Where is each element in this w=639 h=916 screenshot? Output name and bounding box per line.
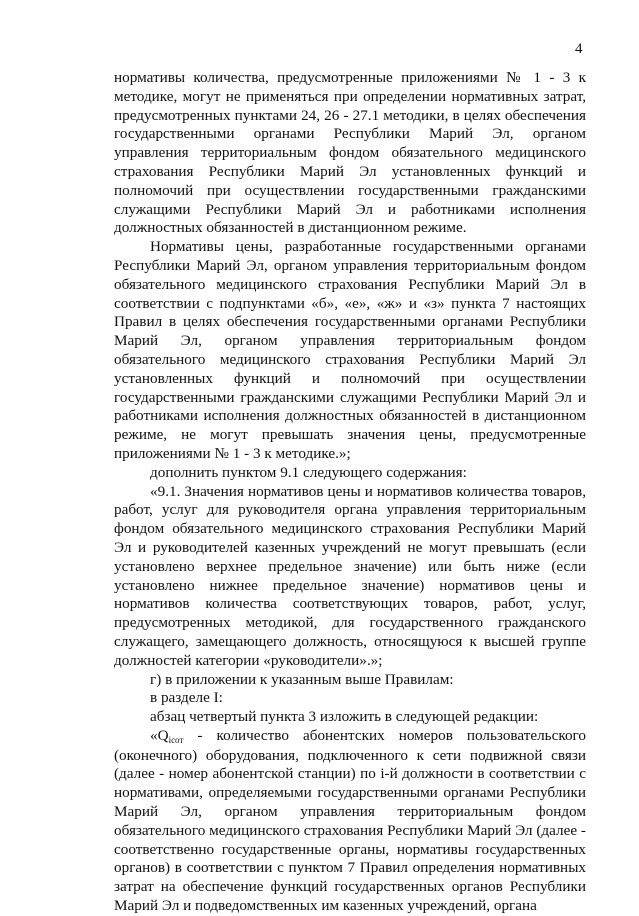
paragraph-formula-definition [114,727,586,916]
paragraph-item-9-1: «9.1. Значения нормативов цены и нормативов количества товаров, работ, услуг для руководителя органа управления территориальным фондом обязательного медицинского страхования Республики Марий Эл и руководителей казенных учреждений не могут превышать (если установлено верхнее предельное значение) или быть ниже (если установлено нижнее предельное значение) нормативов цены и нормативов количества соответствующих товаров, работ, услуг, предусмотренных методикой, для государственного гражданского служащего, замещающего должность, относящуюся к высшей группе должностей категории «руководители».»; [114,482,586,669]
paragraph-abzac: абзац четвертый пункта 3 изложить в следующей редакции: [150,708,539,726]
paragraph-section-1: в разделе I: [150,689,223,707]
page-number: 4 [575,41,583,57]
paragraph-appendix: г) в приложении к указанным выше Правилам: [150,670,454,688]
paragraph-price-norms: Нормативы цены, разработанные государственными органами Республики Марий Эл, органом управления территориальным фондом обязательного медицинского страхования Республики Марий Эл в соответствии с подпунктами «б», «е», «ж» и «з» пункта 7 настоящих Правил в целях обеспечения государственными органами Республики Марий Эл, органом управления территориальным фондом обязательного медицинского страхования Республики Марий Эл установленных функций и полномочий при осуществлении государственными гражданскими служащими Республики Марий Эл и работниками исполнения должностных обязанностей в дистанционном режиме, не могут превышать значения цены, предусмотренные приложениями № 1 - 3 к методике.»; [114,238,586,462]
formula-definition-text: - количество абонентских номеров пользовательского (оконечного) оборудования, подключенного к сети подвижной связи (далее - номер абонентской станции) по i-й должности в соответствии с нормативами, определяемыми государственными органами Республики Марий Эл, органом управления территориальным фондом обязательного медицинского страхования Республики Марий Эл (далее - соответственно государственные органы, нормативы государственных органов) в соответствии с пунктом 7 Правил определения нормативных затрат на обеспечение функций государственных органов Республики Марий Эл и подведомственных им казенных учреждений, органа [114,726,586,915]
formula-subscript: iсот [168,734,184,745]
paragraph-add-item: дополнить пунктом 9.1 следующего содержания: [150,463,467,481]
document-body [114,69,586,916]
paragraph-continuation: нормативы количества, предусмотренные приложениями № 1 - 3 к методике, могут не применяться при определении нормативных затрат, предусмотренных пунктами 24, 26 - 27.1 методики, в целях обеспечения государственными органами Республики Марий Эл, органом управления территориальным фондом обязательного медицинского страхования Республики Марий Эл установленных функций и полномочий при осуществлении государственными гражданскими служащими Республики Марий Эл и работниками исполнения должностных обязанностей в дистанционном режиме. [114,69,586,237]
formula-symbol: «Q [150,726,169,744]
